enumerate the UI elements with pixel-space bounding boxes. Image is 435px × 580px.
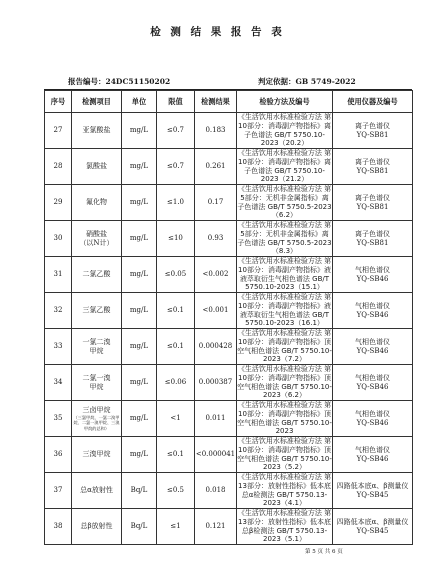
instrument-cell: 离子色谱仪 YQ-SB81 (333, 221, 413, 257)
header-unit: 单位 (122, 91, 157, 113)
limit-cell: ≤0.1 (157, 329, 195, 365)
report-number: 报告编号：24DC51150202 (68, 77, 171, 86)
result-cell: 0.183 (195, 113, 237, 149)
result-cell: <0.001 (195, 293, 237, 329)
method-cell (237, 473, 333, 509)
row-number: 32 (45, 293, 72, 329)
method-text: 《生活饮用水标准检验方法 第13部分：放射性指标》低本底总β检测法 (237, 509, 332, 535)
instrument-cell: 离子色谱仪 YQ-SB81 (333, 149, 413, 185)
unit-cell: Bq/L (122, 473, 157, 509)
method-text: 《生活饮用水标准检验方法 第10部分：消毒副产物指标》顶空气相色谱法 (237, 365, 332, 391)
method-cell (237, 437, 333, 473)
instrument-cell: 气相色谱仪 YQ-SB46 (333, 437, 413, 473)
row-number: 33 (45, 329, 72, 365)
unit-cell: mg/L (122, 437, 157, 473)
unit-cell: Bq/L (122, 509, 157, 545)
test-item-name: 三溴甲烷 (82, 450, 111, 459)
row-number: 27 (45, 113, 72, 149)
method-text: 《生活饮用水标准检验方法 第10部分：消毒副产物指标》顶空气相色谱法 (237, 329, 332, 355)
unit-cell: mg/L (122, 293, 157, 329)
table-row (45, 329, 413, 365)
method-text: 《生活饮用水标准检验方法 第10部分：消毒副产物指标》液液萃取衍生气相色谱法 (237, 293, 332, 319)
limit-cell: ≤10 (157, 221, 195, 257)
result-cell: 0.93 (195, 221, 237, 257)
instrument-cell: 气相色谱仪 YQ-SB46 (333, 293, 413, 329)
instrument-cell: 气相色谱仪 YQ-SB46 (333, 257, 413, 293)
method-text: 《生活饮用水标准检验方法 第10部分：消毒副产物指标》顶空气相色谱法 (237, 437, 332, 463)
limit-cell: ≤0.1 (157, 293, 195, 329)
method-cell (237, 509, 333, 545)
unit-cell: mg/L (122, 257, 157, 293)
limit-cell: ≤0.06 (157, 365, 195, 401)
method-text: 《生活饮用水标准检验方法 第5部分：无机非金属指标》离子色谱法 (237, 221, 332, 247)
limit-cell: ≤0.5 (157, 473, 195, 509)
row-number: 38 (45, 509, 72, 545)
result-cell: <0.000041 (195, 437, 237, 473)
test-item-name: 硝酸盐 （以N计） (79, 229, 114, 247)
method-standard: GB/T 5750.10-2023（21.2） (260, 166, 325, 184)
method-cell (237, 329, 333, 365)
unit-cell: mg/L (122, 221, 157, 257)
unit-cell: mg/L (122, 365, 157, 401)
unit-cell: mg/L (122, 113, 157, 149)
judgment-standard: 判定依据：GB 5749-2022 (258, 77, 356, 86)
test-item-name: 氯酸盐 (86, 162, 107, 171)
test-item-name: 总β放射性 (80, 522, 113, 531)
test-item-name: 三氯乙酸 (82, 306, 111, 315)
result-cell: 0.018 (195, 473, 237, 509)
test-item-name: 总α放射性 (80, 486, 113, 495)
table-row (45, 401, 413, 437)
results-table (44, 90, 413, 545)
table-row (45, 221, 413, 257)
report-title: 检 测 结 果 报 告 表 (150, 26, 285, 38)
instrument-cell: 四路低本底α、β测量仪 YQ-SB45 (333, 473, 413, 509)
header-result: 检测结果 (195, 91, 237, 113)
method-cell (237, 365, 333, 401)
result-cell: 0.17 (195, 185, 237, 221)
method-standard: GB/T 5750.5-2023（6.2） (267, 202, 332, 220)
header-no: 序号 (45, 91, 72, 113)
method-text: 《生活饮用水标准检验方法 第10部分：消毒副产物指标》顶空气相色谱法 (237, 401, 332, 427)
method-text: 《生活饮用水标准检验方法 第10部分：消毒副产物指标》液液萃取衍生气相色谱法 (237, 257, 332, 283)
table-row (45, 437, 413, 473)
header-method: 检验方法及编号 (237, 91, 333, 113)
limit-cell: ≤0.05 (157, 257, 195, 293)
test-item-note: （三氯甲烷、一氯二溴甲烷、二氯一溴甲烷、三溴甲烷的总和） (73, 414, 120, 431)
method-standard: GB/T 5750.10-2023（20.2） (260, 130, 325, 148)
test-item (72, 401, 122, 437)
row-number: 31 (45, 257, 72, 293)
result-cell: <0.002 (195, 257, 237, 293)
method-cell (237, 221, 333, 257)
result-cell: 0.000387 (195, 365, 237, 401)
table-row (45, 113, 413, 149)
row-number: 35 (45, 401, 72, 437)
method-standard: GB/T 5750.10-2023（16.1） (245, 310, 330, 328)
test-item (72, 149, 122, 185)
test-item-name: 三卤甲烷 (82, 405, 111, 414)
table-row (45, 473, 413, 509)
row-number: 29 (45, 185, 72, 221)
table-row (45, 293, 413, 329)
instrument-cell: 离子色谱仪 YQ-SB81 (333, 185, 413, 221)
row-number: 30 (45, 221, 72, 257)
method-cell (237, 113, 333, 149)
method-text: 《生活饮用水标准检验方法 第5部分：无机非金属指标》离子色谱法 (237, 185, 332, 211)
method-standard: GB/T 5750.10-2023（15.1） (245, 274, 330, 292)
test-item (72, 329, 122, 365)
limit-cell: ≤0.1 (157, 437, 195, 473)
header-instrument: 使用仪器及编号 (333, 91, 413, 113)
row-number: 37 (45, 473, 72, 509)
limit-cell: ≤1.0 (157, 185, 195, 221)
limit-cell: ≤0.7 (157, 113, 195, 149)
test-item (72, 293, 122, 329)
method-text: 《生活饮用水标准检验方法 第10部分：消毒副产物指标》离子色谱法 (237, 149, 332, 175)
test-item (72, 509, 122, 545)
instrument-cell: 四路低本底α、β测量仪 YQ-SB45 (333, 509, 413, 545)
test-item (72, 365, 122, 401)
method-cell (237, 185, 333, 221)
instrument-cell: 离子色谱仪 YQ-SB81 (333, 113, 413, 149)
method-text: 《生活饮用水标准检验方法 第13部分：放射性指标》低本底总α检测法 (237, 473, 332, 499)
method-standard: GB/T 5750.10-2023（5.2） (263, 454, 332, 472)
table-row (45, 257, 413, 293)
test-item-name: 二氯乙酸 (82, 270, 111, 279)
unit-cell: mg/L (122, 185, 157, 221)
method-cell (237, 293, 333, 329)
unit-cell: mg/L (122, 329, 157, 365)
unit-cell: mg/L (122, 401, 157, 437)
limit-cell: ≤1 (157, 509, 195, 545)
table-row (45, 509, 413, 545)
page-number: 第 5 页 共 6 页 (305, 549, 343, 555)
method-cell (237, 149, 333, 185)
method-standard: GB/T 5750.10-2023（7.2） (263, 346, 332, 364)
test-item (72, 437, 122, 473)
method-standard: GB/T 5750.10-2023（6.2） (263, 382, 332, 400)
header-item: 检测项目 (72, 91, 122, 113)
row-number: 36 (45, 437, 72, 473)
method-standard: GB/T 5750.13-2023（5.1） (263, 526, 328, 544)
header-limit: 限值 (157, 91, 195, 113)
method-standard: GB/T 5750.13-2023（4.1） (263, 490, 328, 508)
instrument-cell: 气相色谱仪 YQ-SB46 (333, 329, 413, 365)
result-cell: 0.000428 (195, 329, 237, 365)
method-cell (237, 401, 333, 437)
instrument-cell: 气相色谱仪 YQ-SB46 (333, 365, 413, 401)
test-item (72, 221, 122, 257)
row-number: 34 (45, 365, 72, 401)
method-text: 《生活饮用水标准检验方法 第10部分：消毒副产物指标》离子色谱法 (237, 113, 332, 139)
test-item (72, 473, 122, 509)
method-cell (237, 257, 333, 293)
row-number: 28 (45, 149, 72, 185)
test-item-name: 一氯二溴 甲烷 (82, 337, 111, 355)
unit-cell: mg/L (122, 149, 157, 185)
table-row (45, 185, 413, 221)
result-cell: 0.011 (195, 401, 237, 437)
result-cell: 0.261 (195, 149, 237, 185)
table-header-row (45, 91, 413, 113)
instrument-cell: 气相色谱仪 YQ-SB46 (333, 401, 413, 437)
table-row (45, 365, 413, 401)
limit-cell: ≤0.7 (157, 149, 195, 185)
result-cell: 0.121 (195, 509, 237, 545)
test-item (72, 113, 122, 149)
test-item-name: 氟化物 (86, 198, 107, 207)
test-item (72, 257, 122, 293)
method-standard: GB/T 5750.5-2023（8.3） (267, 238, 332, 256)
limit-cell: <1 (157, 401, 195, 437)
table-row (45, 149, 413, 185)
test-item-name: 亚氯酸盐 (82, 126, 111, 135)
test-item (72, 185, 122, 221)
method-standard: GB/T 5750.10-2023 (275, 418, 332, 436)
test-item-name: 二氯一溴 甲烷 (82, 373, 111, 391)
